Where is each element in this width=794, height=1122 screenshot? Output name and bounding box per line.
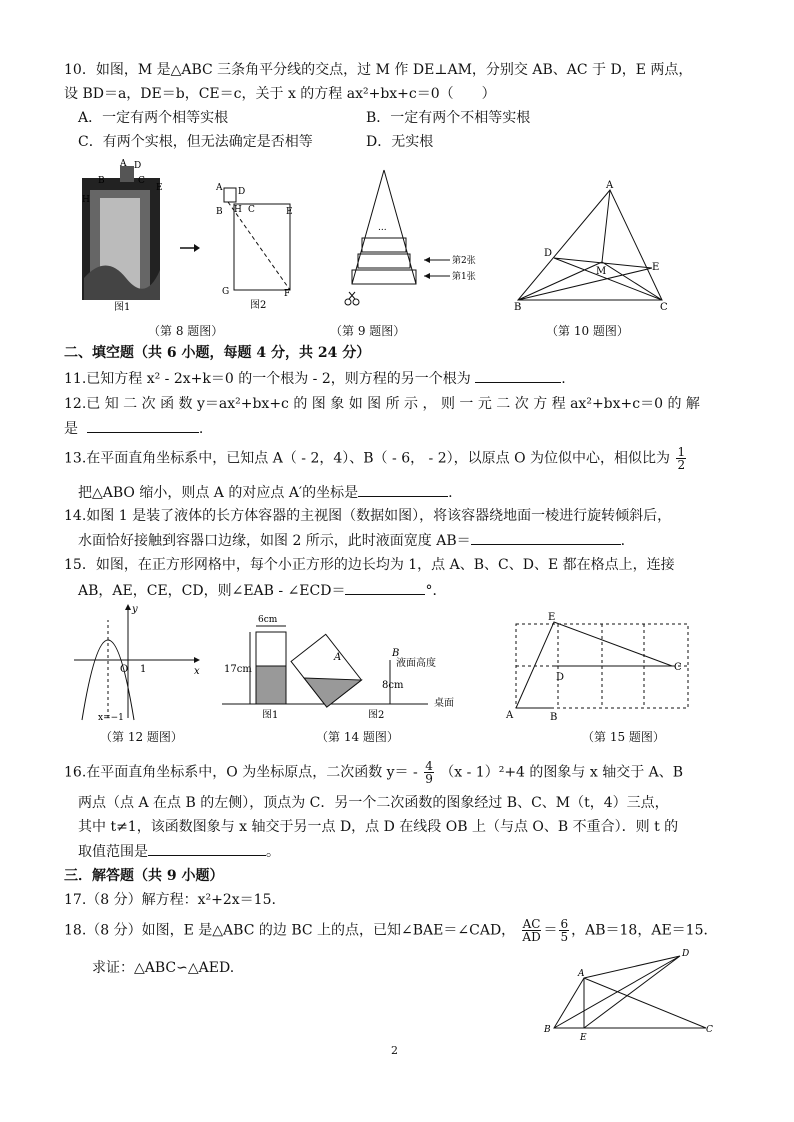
figure-10 (506, 176, 686, 320)
fig14-point-b: B (392, 648, 400, 659)
fig18-point-b: B (544, 1025, 551, 1035)
q14-line1: 14.如图 1 是装了液体的长方体容器的主视图（数据如图），将该容器绕地面一棱进行旋转倾斜后， (64, 508, 672, 524)
q15-line1: 15．如图，在正方形网格中，每个小正方形的边长均为 1，点 A、B、C、D、E 都在格点上，连接 (64, 557, 675, 573)
fig15-caption: （第 15 题图） (582, 730, 665, 744)
fig8b-point-c: C (248, 205, 255, 215)
q10-option-b: B．一定有两个不相等实根 (366, 110, 531, 126)
fig18-point-e: E (580, 1033, 587, 1043)
q18-line2: 求证：△ABC∽△AED. (92, 960, 235, 976)
fig14-level-label: 8cm (382, 680, 404, 691)
fig12-caption: （第 12 题图） (100, 730, 183, 744)
fig8b-point-b: B (216, 207, 223, 217)
figure-8 (76, 158, 336, 322)
q13-line1: 13.在平面直角坐标系中，已知点 A（ - 2，4）、B（ - 6， - 2），以原点 O 为位似中心，相似比为 $\frac{1}{2}$ (64, 445, 686, 472)
q11-answer-blank[interactable] (475, 368, 561, 383)
fig8b-point-f: F (284, 289, 291, 299)
q16-line3: 其中 t≠1，该函数图象与 x 轴交于另一点 D，点 D 在线段 OB 上（与点 O、B 不重合）．则 t 的 (78, 819, 679, 835)
q10-line2: 设 BD＝a，DE＝b，CE＝c，关于 x 的方程 ax²+bx+c＝0（ ） (64, 86, 496, 102)
fig14-desk-label: 桌面 (434, 698, 454, 709)
q16-line1: 16.在平面直角坐标系中，O 为坐标原点，二次函数 y＝ - $\frac{4}{9}$ （x - 1）²+4 的图象与 x 轴交于 A、B (64, 759, 684, 786)
fig18-point-c: C (706, 1025, 713, 1035)
fig8-point-h: H (82, 195, 90, 205)
q10-line1: 10．如图，M 是△ABC 三条角平分线的交点，过 M 作 DE⊥AM，分别交 AB、AC 于 D，E 两点， (64, 62, 693, 78)
q10-option-a: A．一定有两个相等实根 (78, 110, 229, 126)
fig8-label-2: 图2 (250, 300, 267, 311)
fig8-point-d: D (134, 161, 142, 171)
q12-line1: 12.已 知 二 次 函 数 y＝ax²+bx+c 的 图 象 如 图 所 示 ， 则 一 元 二 次 方 程 ax²+bx+c＝0 的 解 (64, 396, 700, 412)
fig8b-point-d: D (238, 187, 246, 197)
fig8-caption: （第 8 题图） (148, 324, 224, 338)
fig10-point-a: A (606, 180, 614, 191)
fig15-point-c: C (674, 662, 682, 673)
fig15-point-b: B (550, 712, 558, 723)
fig18-point-a: A (578, 969, 585, 979)
fig10-point-c: C (660, 302, 668, 313)
fig8-point-a: A (120, 159, 127, 169)
q16-line4: 取值范围是 。 (78, 841, 280, 862)
q18-line1: 18.（8 分）如图，E 是△ABC 的边 BC 上的点，已知∠BAE＝∠CAD， $\frac{AC}{AD}$ ＝ $\frac{6}{5}$ ，AB＝18，AE＝15． (64, 917, 718, 944)
fig8-point-b: B (98, 176, 105, 186)
fig10-point-m: M (596, 266, 607, 277)
fig12-origin-label: O (120, 664, 129, 675)
section-2-heading: 二、填空题（共 6 小题，每题 4 分，共 24 分） (64, 345, 371, 361)
fig14-fig2-label: 图2 (368, 710, 385, 718)
figure-14 (218, 608, 488, 722)
fig10-point-e: E (652, 262, 660, 273)
fig14-width-label: 6cm (258, 615, 278, 625)
q11: 11.已知方程 x² - 2x+k＝0 的一个根为 - 2，则方程的另一个根为 . (64, 368, 566, 389)
fig12-axis-label: x=−1 (98, 713, 124, 722)
fig15-point-a: A (506, 710, 514, 721)
fig8b-point-h: H (234, 205, 242, 215)
fig12-one-label: 1 (140, 664, 147, 675)
fig10-caption: （第 10 题图） (546, 324, 629, 338)
fig8-point-e: E (156, 183, 163, 193)
figure-9 (340, 160, 490, 322)
fig18-point-d: D (682, 949, 690, 959)
q15-answer-blank[interactable] (345, 580, 425, 595)
page-number: 2 (391, 1044, 398, 1057)
fig14-point-a: A (334, 652, 342, 663)
fig15-point-e: E (548, 612, 556, 623)
q16-line2: 两点（点 A 在点 B 的左侧），顶点为 C．另一个二次函数的图象经过 B、C、M（t，4）三点， (78, 795, 669, 811)
figure-15 (502, 608, 702, 728)
q15-line2: AB，AE，CE，CD，则∠EAB - ∠ECD＝ °． (78, 580, 446, 601)
fig12-x-label: x (194, 666, 200, 677)
fig14-fig1-label: 图1 (262, 710, 279, 718)
fig10-point-b: B (514, 302, 522, 313)
fig9-sheet1-label: 第1张 (452, 272, 476, 282)
q10-option-c: C．有两个实根，但无法确定是否相等 (78, 134, 313, 150)
q12-answer-blank[interactable] (87, 418, 199, 433)
figure-12 (70, 600, 210, 726)
q16-answer-blank[interactable] (148, 841, 266, 856)
fig8-point-c: C (138, 176, 145, 186)
q17: 17.（8 分）解方程：x²+2x＝15. (64, 892, 276, 908)
fig8b-point-a: A (216, 183, 223, 193)
fig14-caption: （第 14 题图） (316, 730, 399, 744)
fig14-liquid-label: 液面高度 (396, 658, 436, 669)
scissors-icon (345, 299, 351, 305)
fig12-y-label: y (132, 604, 138, 615)
q12-line2: 是 . (64, 418, 203, 439)
fig9-sheet2-label: 第2张 (452, 256, 476, 266)
fig15-point-d: D (556, 672, 565, 683)
figure-18 (540, 944, 720, 1048)
fig9-dots: ... (378, 223, 387, 233)
q13-line2: 把△ABO 缩小，则点 A 的对应点 A′的坐标是 . (78, 482, 453, 503)
q10-option-d: D．无实根 (366, 134, 434, 150)
fig8b-point-e: E (286, 207, 293, 217)
q14-answer-blank[interactable] (471, 530, 621, 545)
fig8-label-1: 图1 (114, 302, 131, 313)
fig8b-point-g: G (222, 287, 230, 297)
fig10-point-d: D (544, 248, 553, 259)
q13-answer-blank[interactable] (358, 482, 448, 497)
q14-line2: 水面恰好接触到容器口边缘，如图 2 所示，此时液面宽度 AB＝ . (78, 530, 625, 551)
fig9-caption: （第 9 题图） (330, 324, 406, 338)
section-3-heading: 三．解答题（共 9 小题） (64, 868, 224, 884)
fig14-height-label: 17cm (224, 664, 252, 675)
